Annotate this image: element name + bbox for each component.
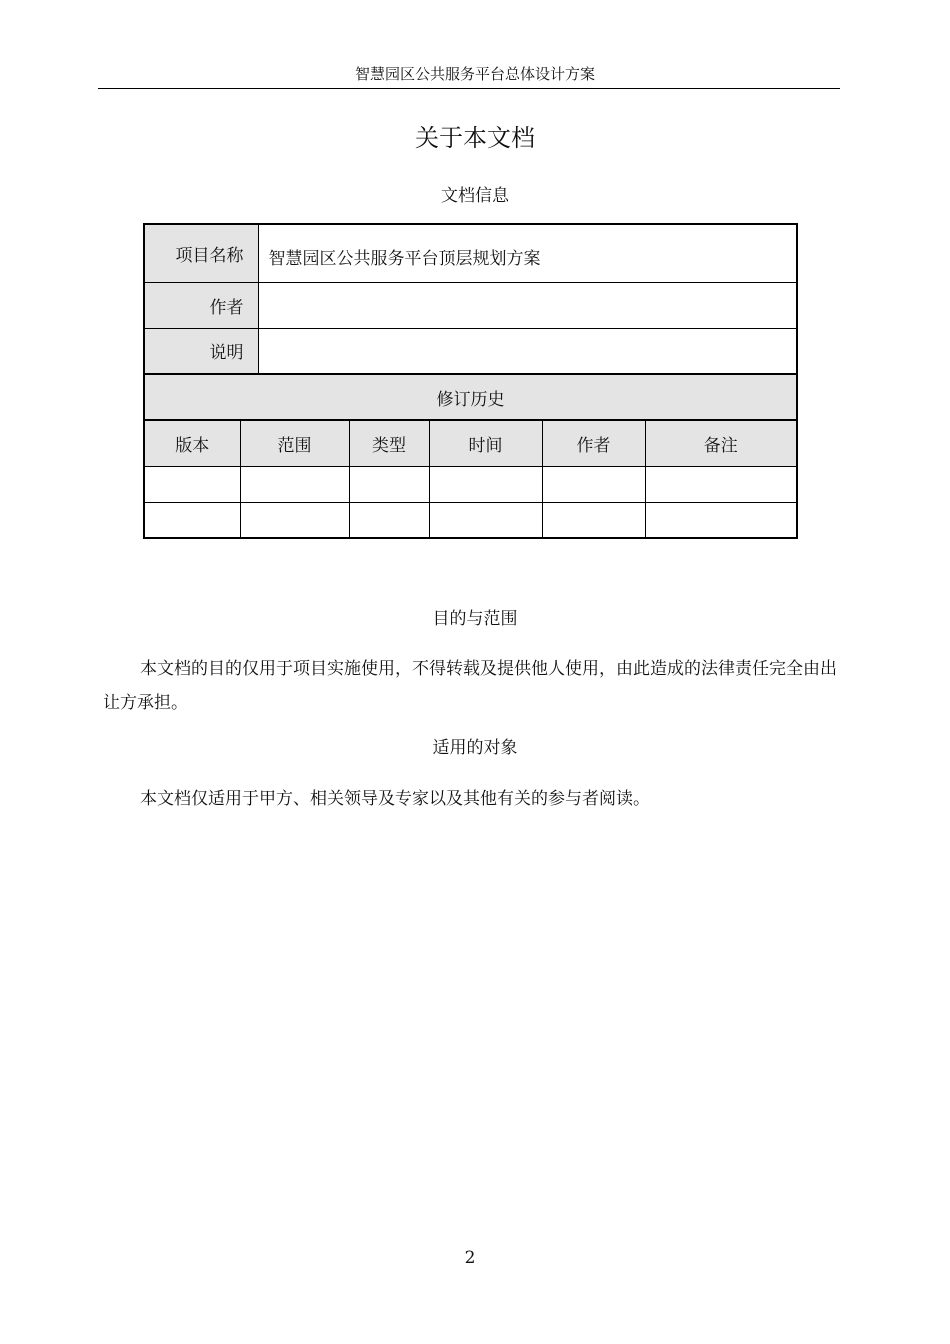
table-cell [144, 502, 240, 538]
col-version: 版本 [144, 420, 240, 466]
purpose-heading: 目的与范围 [432, 609, 518, 629]
revision-history-heading: 修订历史 [144, 374, 797, 420]
description-label: 说明 [144, 328, 258, 374]
description-value [258, 328, 797, 374]
info-row-author [144, 282, 797, 328]
page-title: 关于本文档 [415, 124, 535, 152]
info-row-description [144, 328, 797, 374]
table-cell [542, 502, 645, 538]
col-scope: 范围 [240, 420, 349, 466]
revision-columns-row [144, 420, 797, 466]
header-rule [98, 88, 840, 89]
table-cell [240, 466, 349, 502]
table-cell [542, 466, 645, 502]
page-number: 2 [464, 1248, 476, 1268]
col-type: 类型 [349, 420, 429, 466]
purpose-paragraph: 本文档的目的仅用于项目实施使用，不得转载及提供他人使用，由此造成的法律责任完全由出让方承担。 [103, 659, 837, 713]
col-author: 作者 [542, 420, 645, 466]
project-name-label: 项目名称 [144, 224, 258, 282]
table-row [144, 502, 797, 538]
audience-paragraph: 本文档仅适用于甲方、相关领导及专家以及其他有关的参与者阅读。 [140, 789, 650, 809]
doc-info-table [143, 223, 798, 539]
table-cell [144, 466, 240, 502]
running-header: 智慧园区公共服务平台总体设计方案 [354, 65, 595, 83]
info-row-project-name [144, 224, 797, 282]
col-remarks: 备注 [645, 420, 797, 466]
table-cell [240, 502, 349, 538]
table-cell [645, 466, 797, 502]
table-cell [349, 502, 429, 538]
author-label: 作者 [144, 282, 258, 328]
table-cell [429, 466, 542, 502]
col-time: 时间 [429, 420, 542, 466]
project-name-value: 智慧园区公共服务平台顶层规划方案 [258, 224, 797, 282]
table-cell [429, 502, 542, 538]
table-cell [645, 502, 797, 538]
author-value [258, 282, 797, 328]
table-cell [349, 466, 429, 502]
revision-history-header-row [144, 374, 797, 420]
table-row [144, 466, 797, 502]
doc-info-heading: 文档信息 [441, 186, 509, 206]
audience-heading: 适用的对象 [432, 738, 518, 758]
